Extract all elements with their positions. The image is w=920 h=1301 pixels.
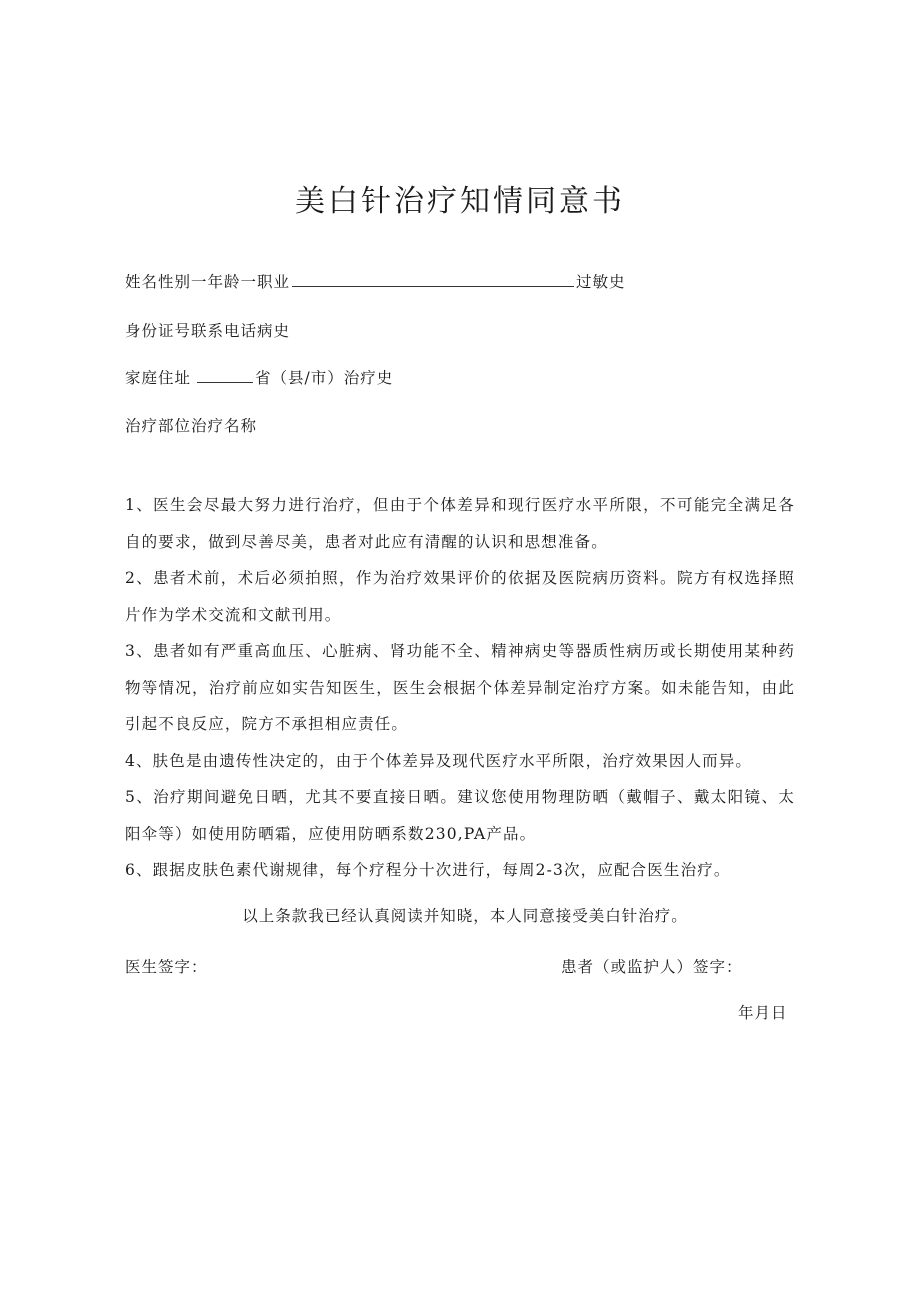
name-gender-age-occupation-label: 姓名性别一年龄一职业 xyxy=(125,273,291,291)
province-blank-line[interactable] xyxy=(197,368,253,383)
info-line-treatment xyxy=(125,414,257,436)
treatment-site-name-label: 治疗部位治疗名称 xyxy=(125,417,258,435)
clause-5: 5、治疗期间避免日晒，尤其不要直接日晒。建议您使用物理防晒（戴帽子、戴太阳镜、太阳伞等）如使用防晒霜，应使用防晒系数230,PA产品。 xyxy=(125,788,795,843)
clause-2: 2、患者术前，术后必须拍照，作为治疗效果评价的依据及医院病历资料。院方有权选择照片作为学术交流和文献刊用。 xyxy=(125,569,795,624)
allergy-history-label: 过敏史 xyxy=(576,273,626,291)
clause-6: 6、跟据皮肤色素代谢规律，每个疗程分十次进行，每周2-3次，应配合医生治疗。 xyxy=(125,861,731,879)
clause-3: 3、患者如有严重高血压、心脏病、肾功能不全、精神病史等器质性病历或长期使用某种药物等情况，治疗前应如实告知医生，医生会根据个体差异制定治疗方案。如未能告知，由此引起不良反应，院方不承担相应责任。 xyxy=(125,642,795,733)
occupation-blank-line[interactable] xyxy=(292,272,574,287)
info-line-name-allergy xyxy=(125,270,626,292)
document-title: 美白针治疗知情同意书 xyxy=(295,184,625,219)
consent-statement: 以上条款我已经认真阅读并知晓，本人同意接受美白针治疗。 xyxy=(242,907,688,925)
info-line-address xyxy=(125,366,393,388)
clause-1: 1、医生会尽最大努力进行治疗，但由于个体差异和现行医疗水平所限，不可能完全满足各自的要求，做到尽善尽美，患者对此应有清醒的认识和思想准备。 xyxy=(125,496,795,551)
clauses-list xyxy=(125,487,795,889)
id-phone-history-label: 身份证号联系电话病史 xyxy=(125,322,291,340)
clause-4: 4、肤色是由遗传性决定的，由于个体差异及现代医疗水平所限，治疗效果因人而异。 xyxy=(125,751,753,770)
doctor-signature-label: 医生签字： xyxy=(125,958,208,976)
info-line-id-phone xyxy=(125,319,290,341)
patient-signature-label: 患者（或监护人）签字： xyxy=(561,958,743,976)
date-label: 年月日 xyxy=(738,1004,788,1022)
home-address-label: 家庭住址 xyxy=(125,369,192,387)
province-county-treatment-history-label: 省（县/市）治疗史 xyxy=(255,369,394,387)
